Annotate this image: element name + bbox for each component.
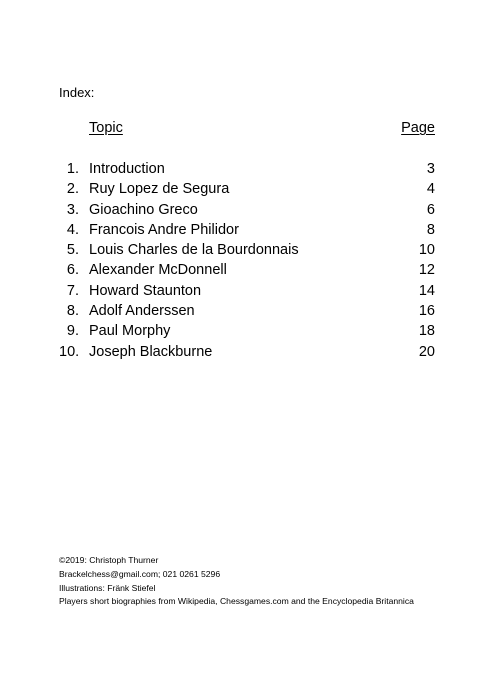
- entry-number: 4.: [66, 221, 79, 238]
- contact-line: Brackelchess@gmail.com; 021 0261 5296: [59, 568, 221, 579]
- toc-entry: [59, 301, 435, 321]
- entry-number: 6.: [66, 262, 79, 279]
- sources-credit: Players short biographies from Wikipedia, Chessgames.com and the Encyclopedia Britannica: [59, 596, 414, 607]
- entry-page: 10: [418, 242, 435, 259]
- toc-entry: [59, 321, 435, 341]
- page-column-header: Page: [401, 120, 435, 136]
- topic-column-header: Topic: [89, 120, 123, 136]
- entry-number: 9.: [66, 323, 79, 340]
- entry-number: 5.: [66, 242, 79, 259]
- entry-title: Joseph Blackburne: [89, 343, 213, 360]
- entry-title: Introduction: [89, 161, 165, 177]
- entry-page: 18: [418, 323, 435, 340]
- entry-number: 2.: [66, 181, 79, 198]
- entry-title: Paul Morphy: [89, 323, 171, 340]
- entry-number: 3.: [66, 201, 79, 218]
- entry-page: 12: [418, 262, 435, 279]
- index-label: Index:: [59, 85, 95, 100]
- entry-title: Adolf Anderssen: [89, 303, 195, 320]
- entry-number: 10.: [59, 343, 80, 360]
- entry-page: 14: [418, 282, 435, 299]
- entry-number: 8.: [66, 303, 79, 320]
- entry-number: 1.: [66, 161, 79, 177]
- toc-entry: [59, 281, 435, 301]
- toc-entry: [59, 179, 435, 199]
- toc-entry: [59, 342, 435, 362]
- entry-title: Francois Andre Philidor: [89, 221, 239, 238]
- toc-entry: [59, 220, 435, 240]
- entry-title: Ruy Lopez de Segura: [89, 181, 230, 198]
- entry-page: 3: [426, 161, 435, 177]
- illustrations-credit: Illustrations: Fränk Stiefel: [59, 582, 156, 593]
- entry-page: 16: [418, 303, 435, 320]
- toc-header: [59, 119, 435, 137]
- entry-title: Howard Staunton: [89, 282, 202, 299]
- colophon: [59, 554, 479, 609]
- entry-page: 6: [426, 201, 435, 218]
- toc-entry: [59, 200, 435, 220]
- entry-title: Gioachino Greco: [89, 201, 198, 218]
- table-of-contents: [59, 159, 435, 362]
- toc-entry: [59, 260, 435, 280]
- copyright-line: ©2019: Christoph Thurner: [59, 555, 159, 565]
- entry-page: 8: [426, 221, 435, 238]
- toc-entry: [59, 159, 435, 179]
- entry-page: 4: [426, 181, 435, 198]
- entry-number: 7.: [66, 282, 79, 299]
- entry-title: Alexander McDonnell: [89, 262, 227, 279]
- entry-title: Louis Charles de la Bourdonnais: [89, 242, 299, 259]
- entry-page: 20: [418, 343, 435, 360]
- toc-entry: [59, 240, 435, 260]
